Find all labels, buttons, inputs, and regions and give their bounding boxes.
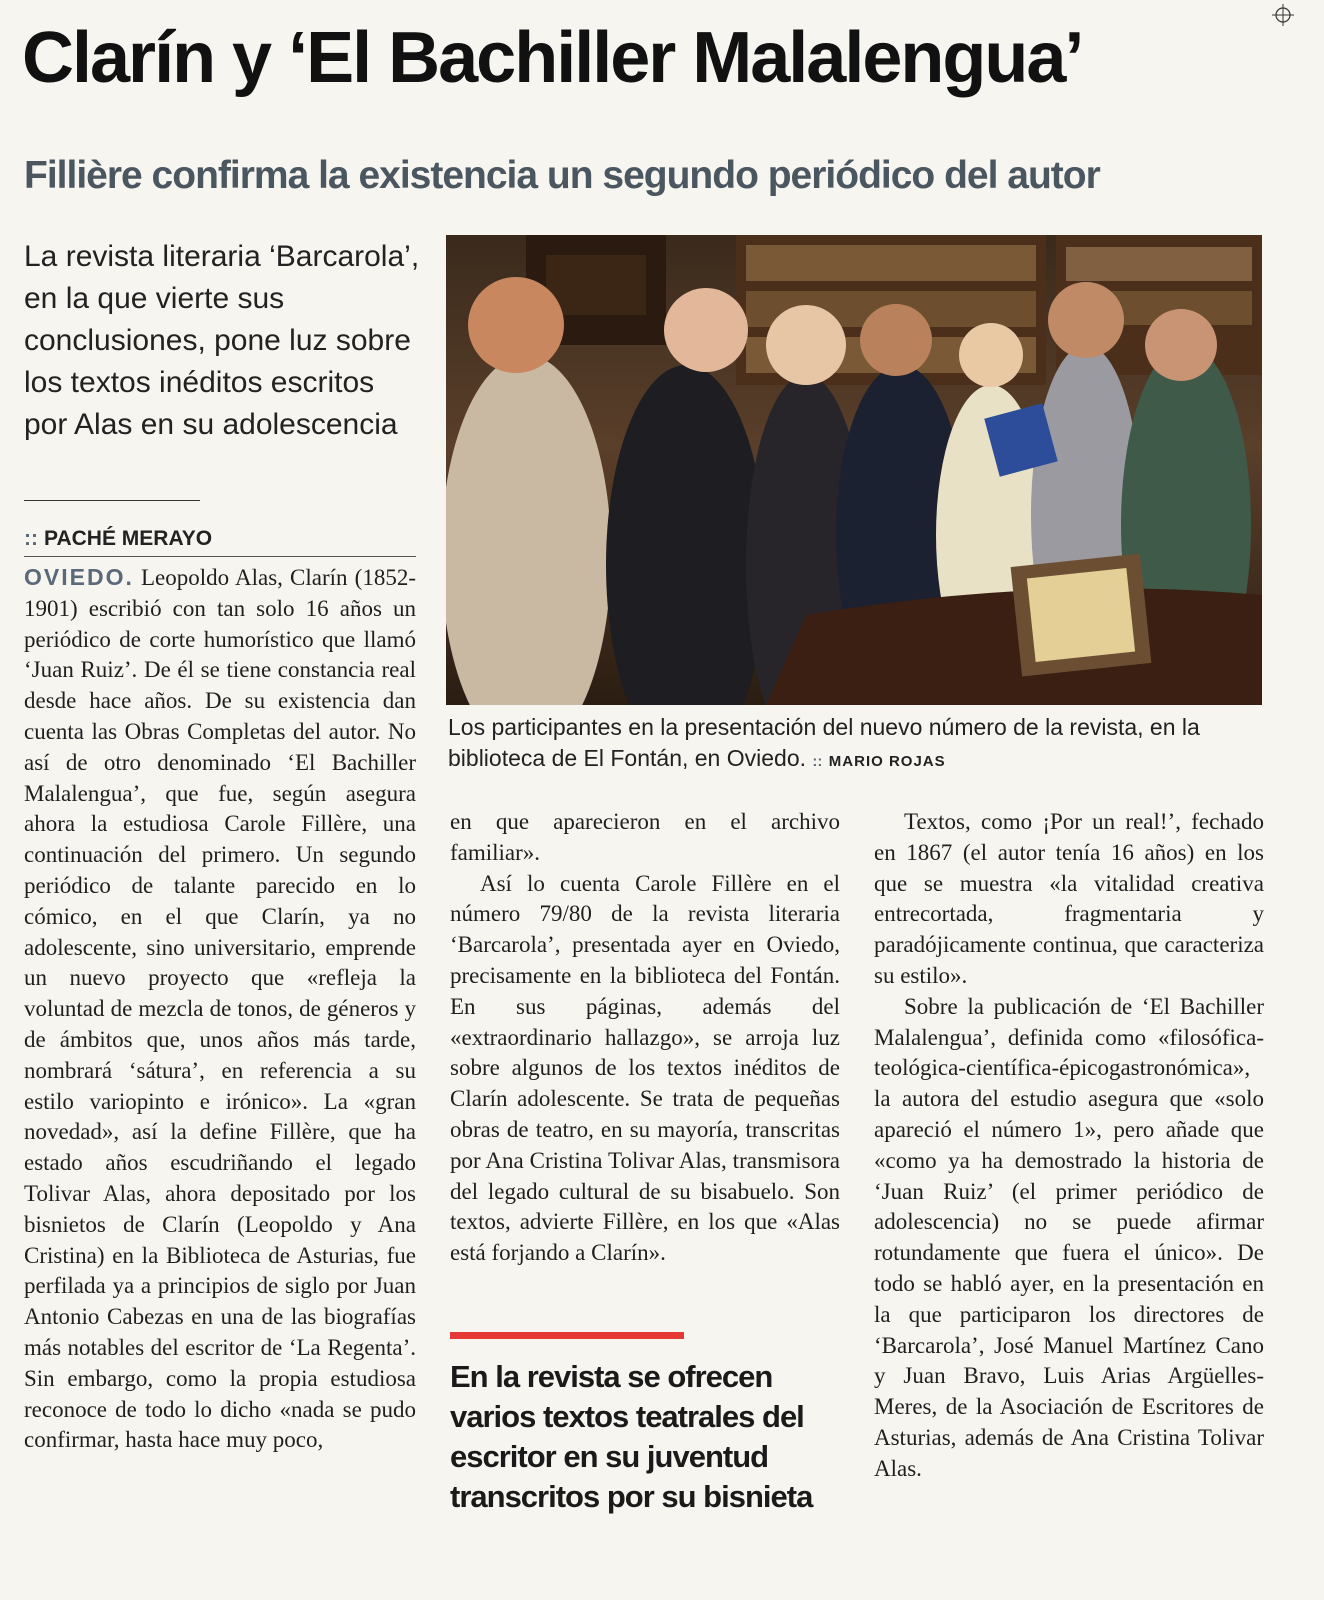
credit-marker: :: (812, 753, 823, 770)
article-photo (446, 235, 1262, 705)
byline-marker: :: (24, 527, 38, 550)
body-column-2 (450, 807, 840, 1269)
body-paragraph (24, 562, 416, 1456)
dateline: OVIEDO. (24, 564, 134, 590)
body-paragraph: Sobre la publicación de ‘El Bachiller Malalengua’, definida como «filosófica-teológica-científica-épicogastronómica», la autora del estudio asegura que «solo apareció el número 1», pero añade que «como ya ha demostrado la historia de ‘Juan Ruiz’ (el primer periódico de adolescencia) no se puede afirmar rotundamente que fuera el único». De todo se habló ayer, en la presentación en la que participaron los directores de ‘Barcarola’, José Manuel Martínez Cano y Juan Bravo, Luis Arias Argüelles-Meres, de la Asociación de Escritores de Asturias, además de Ana Cristina Tolivar Alas. (874, 993, 1264, 1481)
caption-text: Los participantes en la presentación del nuevo número de la revista, en la biblioteca de El Fontán, en Oviedo. (448, 714, 1200, 771)
byline (24, 524, 416, 557)
lead-paragraph: La revista literaria ‘Barcarola’, en la que vierte sus conclusiones, pone luz sobre los textos inéditos escritos por Alas en su adolescencia (24, 240, 420, 441)
photo-illustration (446, 235, 1262, 705)
lead-divider (24, 500, 200, 501)
body-paragraph: Así lo cuenta Carole Fillère en el número 79/80 de la revista literaria ‘Barcarola’, presentada ayer en Oviedo, precisamente en la biblioteca del Fontán. En sus páginas, además del «extraordinario hallazgo», se arroja luz sobre algunos de los textos inéditos de Clarín adolescente. Se trata de pequeñas obras de teatro, en su mayoría, transcritas por Ana Cristina Tolivar Alas, transmisora del legado cultural de su bisabuelo. Son textos, advierte Fillère, en los que «Alas está forjando a Clarín». (450, 870, 840, 1266)
pullquote: En la revista se ofrecen varios textos teatrales del escritor en su juventud transcritos por su bisnieta (450, 1359, 813, 1514)
headline: Clarín y ‘El Bachiller Malalengua’ (22, 18, 1083, 98)
body-paragraph: Textos, como ¡Por un real!’, fechado en 1867 (el autor tenía 16 años) en los que se muestra «la vitalidad creativa entrecortada, fragmentaria y paradójicamente continua, que caracteriza su estilo». (874, 809, 1264, 988)
photo-credit: MARIO ROJAS (828, 753, 946, 770)
body-column-3 (874, 807, 1264, 1485)
body-text: Leopoldo Alas, Clarín (1852-1901) escribió con tan solo 16 años un periódico de corte humorístico que llamó ‘Juan Ruiz’. De él se tiene constancia real desde hace años. De su existencia dan cuenta las Obras Completas del autor. No así de otro denominado ‘El Bachiller Malalengua’, que fue, según asegura ahora la estudiosa Carole Fillère, una continuación del primero. Un segundo periódico de talante parecido en lo cómico, en el que Clarín, ya no adolescente, sino universitario, emprende un nuevo proyecto que «refleja la voluntad de mezcla de tonos, de géneros y de ámbitos que, unos años más tarde, nombrará ‘sátura’, en referencia a su estilo variopinto e irónico». La «gran novedad», así la define Fillère, que ha estado años escudriñando el legado Tolivar Alas, ahora depositado por los bisnietos de Clarín (Leopoldo y Ana Cristina) en la Biblioteca de Asturias, fue perfilada ya a principios de siglo por Juan Antonio Cabezas en una de las biografías más notables del escritor de ‘La Regenta’. Sin embargo, como la propia estudiosa reconoce de todo lo dicho «nada se pudo confirmar, hasta hace muy poco, (24, 565, 416, 1453)
body-paragraph: en que aparecieron en el archivo familiar». (450, 809, 840, 865)
pullquote-rule (450, 1332, 684, 1339)
byline-author: PACHÉ MERAYO (44, 527, 213, 550)
subheadline: Fillière confirma la existencia un segundo periódico del autor (24, 154, 1100, 197)
body-column-1 (24, 562, 416, 1456)
photo-caption (448, 712, 1258, 777)
